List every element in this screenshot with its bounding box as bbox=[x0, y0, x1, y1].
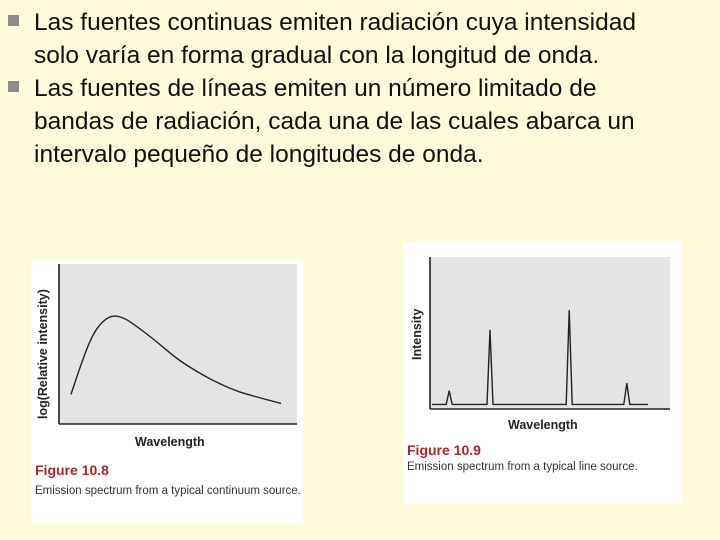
bullet-square-icon bbox=[8, 15, 19, 26]
figure-caption bbox=[407, 442, 682, 475]
figure-caption bbox=[35, 462, 305, 499]
figure-continuum-spectrum bbox=[31, 259, 303, 524]
bullet-square-icon bbox=[8, 81, 19, 92]
x-axis-label: Wavelength bbox=[508, 418, 578, 432]
line-chart bbox=[403, 242, 682, 437]
bullet-list bbox=[8, 6, 648, 171]
y-axis-label: Intensity bbox=[410, 308, 424, 360]
continuum-chart bbox=[31, 259, 303, 459]
plot-area bbox=[430, 257, 670, 409]
bullet-text: Las fuentes de líneas emiten un número limitado de bandas de radiación, cada una de las cuales abarca un intervalo pequeño de longitudes de onda. bbox=[34, 75, 635, 168]
bullet-text: Las fuentes continuas emiten radiación cuya intensidad solo varía en forma gradual con la longitud de onda. bbox=[34, 9, 636, 69]
figure-title: Figure 10.8 bbox=[35, 462, 109, 478]
x-axis-label: Wavelength bbox=[135, 435, 205, 449]
figure-description: Emission spectrum from a typical continuum source. bbox=[35, 485, 301, 497]
figure-description: Emission spectrum from a typical line source. bbox=[407, 461, 638, 473]
figure-line-spectrum bbox=[403, 242, 682, 504]
bullet-item bbox=[8, 6, 648, 72]
bullet-item bbox=[8, 72, 648, 171]
figure-title: Figure 10.9 bbox=[407, 442, 481, 458]
plot-area bbox=[59, 264, 297, 424]
y-axis-label: log(Relative intensity) bbox=[36, 289, 50, 419]
